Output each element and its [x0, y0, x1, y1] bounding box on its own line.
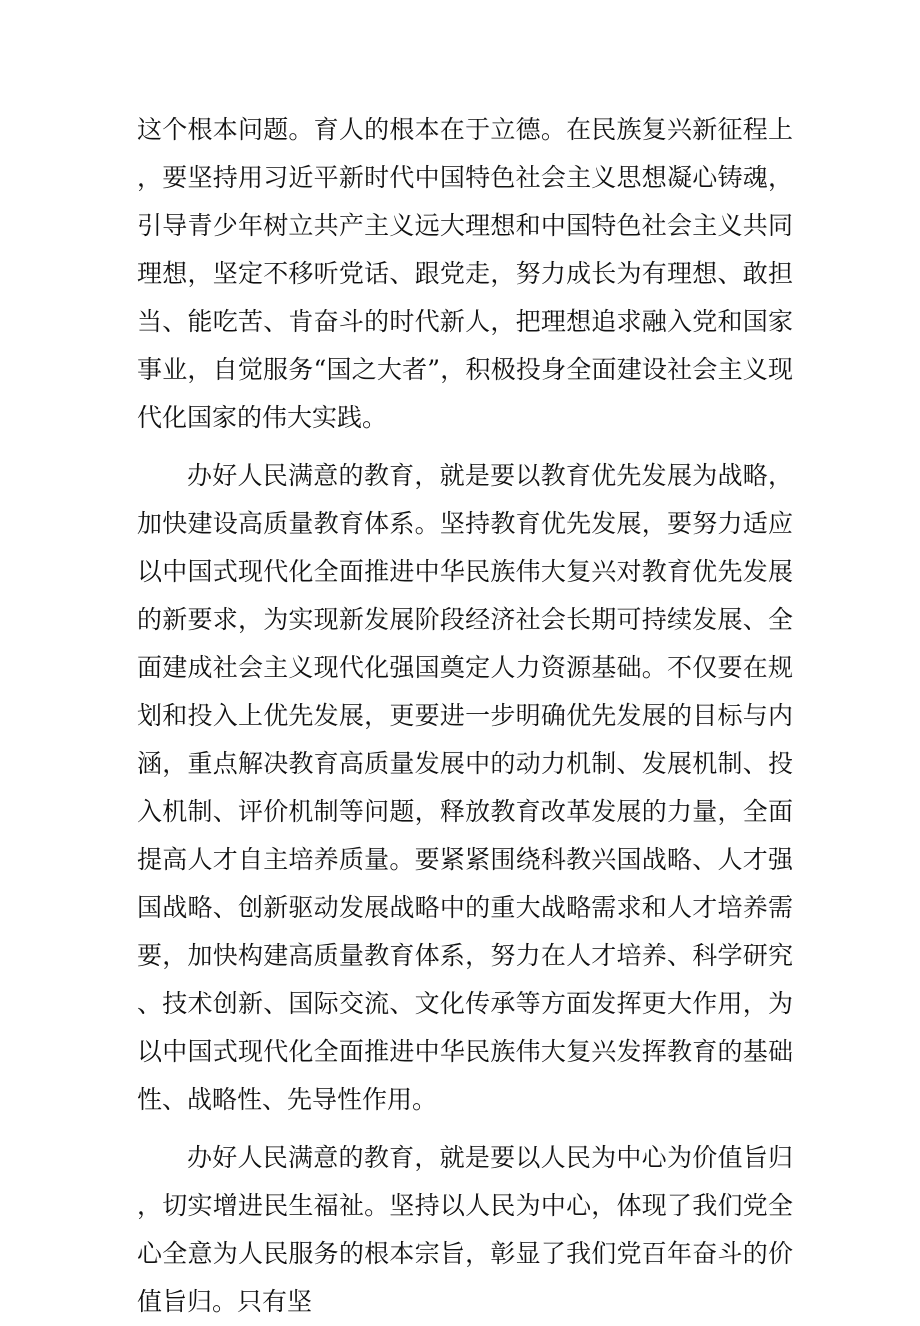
paragraph-people-centered: 办好人民满意的教育，就是要以人民为中心为价值旨归，切实增进民生福祉。坚持以人民为中心，体现了我们党全心全意为人民服务的根本宗旨，彰显了我们党百年奋斗的价值旨归。只有坚 [137, 1143, 793, 1316]
document-body [137, 106, 793, 1326]
paragraph-education-priority: 办好人民满意的教育，就是要以教育优先发展为战略，加快建设高质量教育体系。坚持教育优先发展，要努力适应以中国式现代化全面推进中华民族伟大复兴对教育优先发展的新要求，为实现新发展阶段经济社会长期可持续发展、全面建成社会主义现代化强国奠定人力资源基础。不仅要在规划和投入上优先发展，更要进一步明确优先发展的目标与内涵，重点解决教育高质量发展中的动力机制、发展机制、投入机制、评价机制等问题，释放教育改革发展的力量，全面提高人才自主培养质量。要紧紧围绕科教兴国战略、人才强国战略、创新驱动发展战略中的重大战略需求和人才培养需要，加快构建高质量教育体系，努力在人才培养、科学研究、技术创新、国际交流、文化传承等方面发挥更大作用，为以中国式现代化全面推进中华民族伟大复兴发挥教育的基础性、战略性、先导性作用。 [137, 461, 793, 1114]
paragraph-continuation: 这个根本问题。育人的根本在于立德。在民族复兴新征程上，要坚持用习近平新时代中国特色社会主义思想凝心铸魂，引导青少年树立共产主义远大理想和中国特色社会主义共同理想，坚定不移听党话、跟党走，努力成长为有理想、敢担当、能吃苦、肯奋斗的时代新人，把理想追求融入党和国家事业，自觉服务“国之大者”，积极投身全面建设社会主义现代化国家的伟大实践。 [137, 115, 793, 432]
